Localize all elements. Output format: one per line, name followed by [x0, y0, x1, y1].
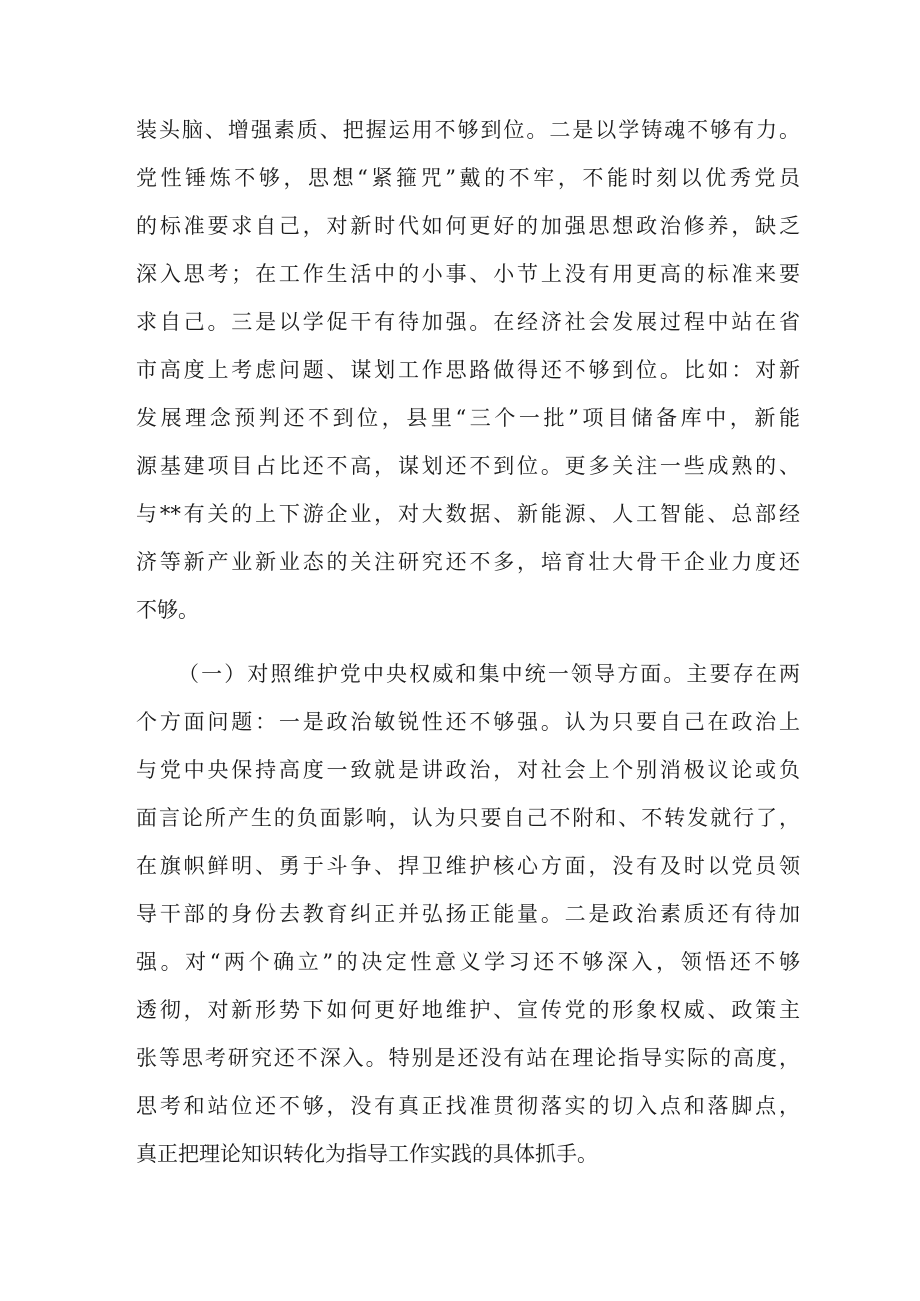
paragraph-line: 不够。 [136, 598, 199, 622]
paragraph-line: 市高度上考虑问题、谋划工作思路做得还不够到位。比如：对新 [136, 358, 800, 382]
paragraph-line: 发展理念预判还不到位，县里“三个一批”项目储备库中，新能 [136, 406, 800, 430]
paragraph-line: 真正把理论知识转化为指导工作实践的具体抓手。 [136, 1142, 598, 1166]
paragraph-line: 与**有关的上下游企业，对大数据、新能源、人工智能、总部经 [136, 502, 800, 526]
paragraph-1 [136, 106, 800, 634]
paragraph-line: 思考和站位还不够，没有真正找准贯彻落实的切入点和落脚点， [136, 1094, 800, 1118]
paragraph-line: 与党中央保持高度一致就是讲政治，对社会上个别消极议论或负 [136, 758, 800, 782]
paragraph-line: 在旗帜鲜明、勇于斗争、捍卫维护核心方面，没有及时以党员领 [136, 854, 800, 878]
paragraph-2 [136, 650, 800, 1178]
paragraph-line: 导干部的身份去教育纠正并弘扬正能量。二是政治素质还有待加 [136, 902, 800, 926]
paragraph-line: 强。对“两个确立”的决定性意义学习还不够深入，领悟还不够 [136, 950, 800, 974]
paragraph-line: 济等新产业新业态的关注研究还不多，培育壮大骨干企业力度还 [136, 550, 800, 574]
paragraph-line: 求自己。三是以学促干有待加强。在经济社会发展过程中站在省 [136, 310, 800, 334]
paragraph-line: 个方面问题：一是政治敏锐性还不够强。认为只要自己在政治上 [136, 710, 800, 734]
paragraph-line: 深入思考；在工作生活中的小事、小节上没有用更高的标准来要 [136, 262, 800, 286]
paragraph-line: 的标准要求自己，对新时代如何更好的加强思想政治修养，缺乏 [136, 214, 800, 238]
paragraph-line: 党性锤炼不够，思想“紧箍咒”戴的不牢，不能时刻以优秀党员 [136, 166, 800, 190]
paragraph-line: 源基建项目占比还不高，谋划还不到位。更多关注一些成熟的、 [136, 454, 800, 478]
paragraph-line: 张等思考研究还不深入。特别是还没有站在理论指导实际的高度， [136, 1046, 800, 1070]
paragraph-line: 面言论所产生的负面影响，认为只要自己不附和、不转发就行了， [136, 806, 800, 830]
paragraph-line: 透彻，对新形势下如何更好地维护、宣传党的形象权威、政策主 [136, 998, 800, 1022]
paragraph-line-indented: （一）对照维护党中央权威和集中统一领导方面。主要存在两 [178, 662, 800, 686]
paragraph-line: 装头脑、增强素质、把握运用不够到位。二是以学铸魂不够有力。 [136, 118, 800, 142]
